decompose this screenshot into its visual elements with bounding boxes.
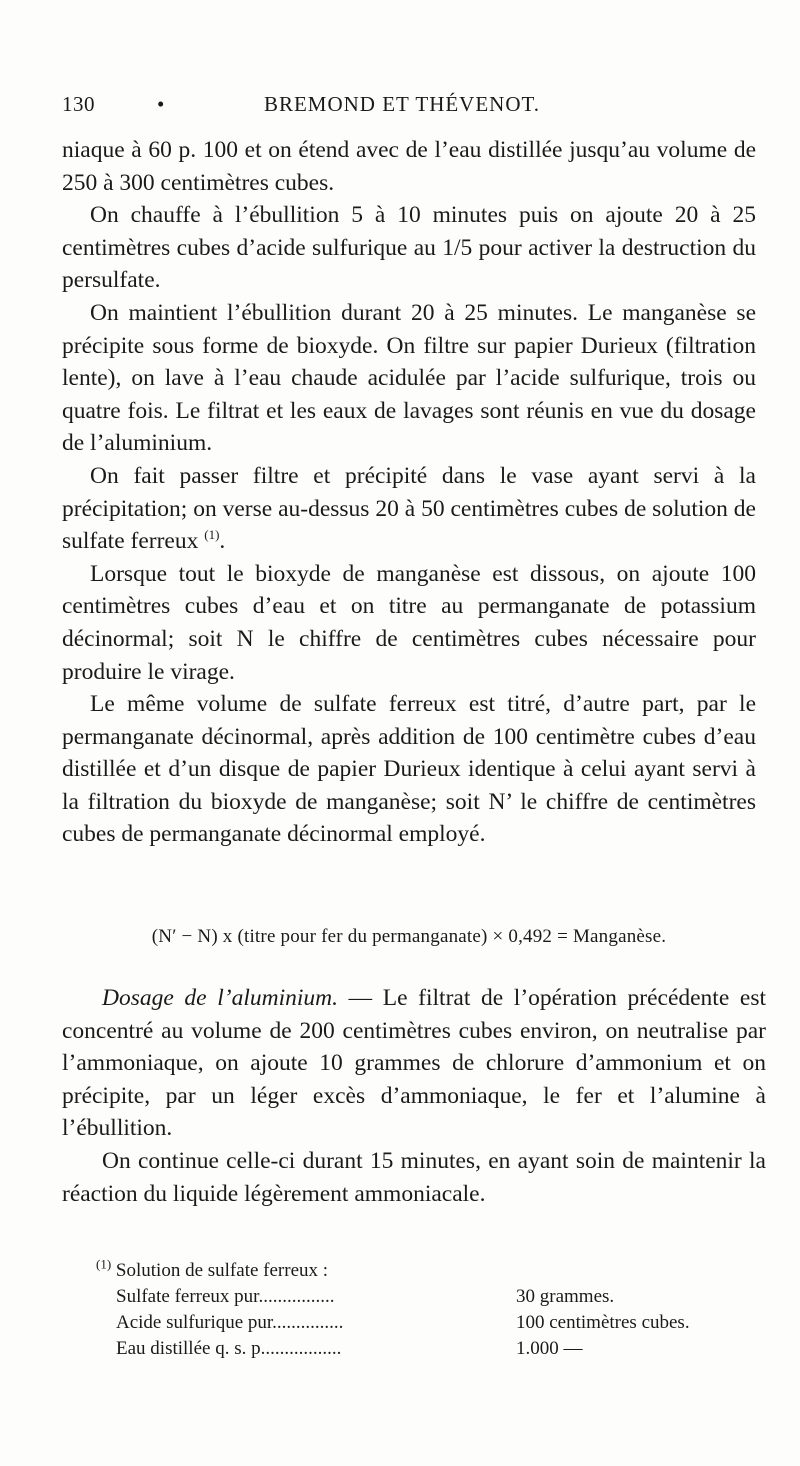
- paragraph-4: [62, 460, 756, 558]
- aluminium-paragraph-1-text: Le filtrat de l’opération précédente est concentré au volume de 200 centimètres cubes environ, on neutralise par l’ammoniaque, on ajoute 10 grammes de chlorure d’ammonium et on précipite, par un léger excès d’ammoniaque, le fer et l’alumine à l’ébullition.: [62, 985, 766, 1142]
- paragraph-3: On maintient l’ébullition durant 20 à 25 minutes. Le manganèse se précipite sous forme de bioxyde. On filtre sur papier Durieux (filtration lente), on lave à l’eau chaude acidulée par l’acide sulfurique, trois ou quatre fois. Le filtrat et les eaux de lavages sont réunis en vue du dosage de l’aluminium.: [62, 299, 756, 457]
- footnote: [96, 1258, 736, 1362]
- footnote-reference: (1): [204, 527, 220, 543]
- page-header: [62, 92, 742, 120]
- footnote-item: Acide sulfurique pur...............: [116, 1312, 344, 1333]
- paragraph-1: niaque à 60 p. 100 et on étend avec de l’eau distillée jusqu’au volume de 250 à 300 centimètres cubes.: [62, 137, 756, 196]
- footnote-title-line: [96, 1258, 736, 1284]
- paragraph-2: On chauffe à l’ébullition 5 à 10 minutes puis on ajoute 20 à 25 centimètres cubes d’acide sulfurique au 1/5 pour activer la destruction du persulfate.: [62, 202, 756, 294]
- footnote-amount: 100 centimètres cubes.: [516, 1312, 690, 1333]
- running-title: BREMOND ET THÉVENOT.: [263, 92, 541, 116]
- section-title: Dosage de l’aluminium.: [102, 985, 338, 1011]
- footnote-row: [116, 1336, 736, 1362]
- aluminium-paragraph-2: On continue celle-ci durant 15 minutes, en ayant soin de maintenir la réaction du liquide légèrement ammoniacale.: [62, 1147, 766, 1207]
- aluminium-section: [62, 982, 766, 1210]
- paragraph-6: Le même volume de sulfate ferreux est titré, d’autre part, par le permanganate décinormal, après addition de 100 centimètre cubes d’eau distillée et d’un disque de papier Durieux identique à celui ayant servi à la filtration du bioxyde de manganèse; soit N’ le chiffre de centimètres cubes de permanganate décinormal employé.: [62, 691, 756, 848]
- footnote-row: [116, 1284, 736, 1310]
- main-text: [62, 134, 756, 851]
- header-dot: •: [157, 92, 165, 116]
- footnote-item: Sulfate ferreux pur................: [116, 1286, 335, 1307]
- footnote-item: Eau distillée q. s. p.................: [116, 1338, 342, 1359]
- page-number: 130: [62, 92, 95, 116]
- paragraph-4-text: On fait passer filtre et précipité dans le vase ayant servi à la précipitation; on verse au-dessus 20 à 50 centimètres cubes de solution de sulfate ferreux: [62, 462, 756, 555]
- footnote-amount: 1.000 —: [516, 1338, 583, 1359]
- paragraph-4-end: .: [219, 528, 226, 555]
- footnote-title: Solution de sulfate ferreux :: [115, 1260, 329, 1281]
- section-dash: —: [338, 985, 383, 1011]
- footnote-marker: (1): [96, 1256, 112, 1272]
- footnote-row: [116, 1310, 736, 1336]
- manganese-formula: (N′ − N) x (titre pour fer du permanganate) × 0,492 = Manganèse.: [151, 926, 667, 947]
- footnote-amount: 30 grammes.: [516, 1286, 615, 1307]
- aluminium-paragraph-1: [62, 982, 766, 1145]
- paragraph-5: Lorsque tout le bioxyde de manganèse est dissous, on ajoute 100 centimètres cubes d’eau et on titre au permanganate de potassium décinormal; soit N le chiffre de centimètres cubes nécessaire pour produire le virage.: [62, 560, 756, 685]
